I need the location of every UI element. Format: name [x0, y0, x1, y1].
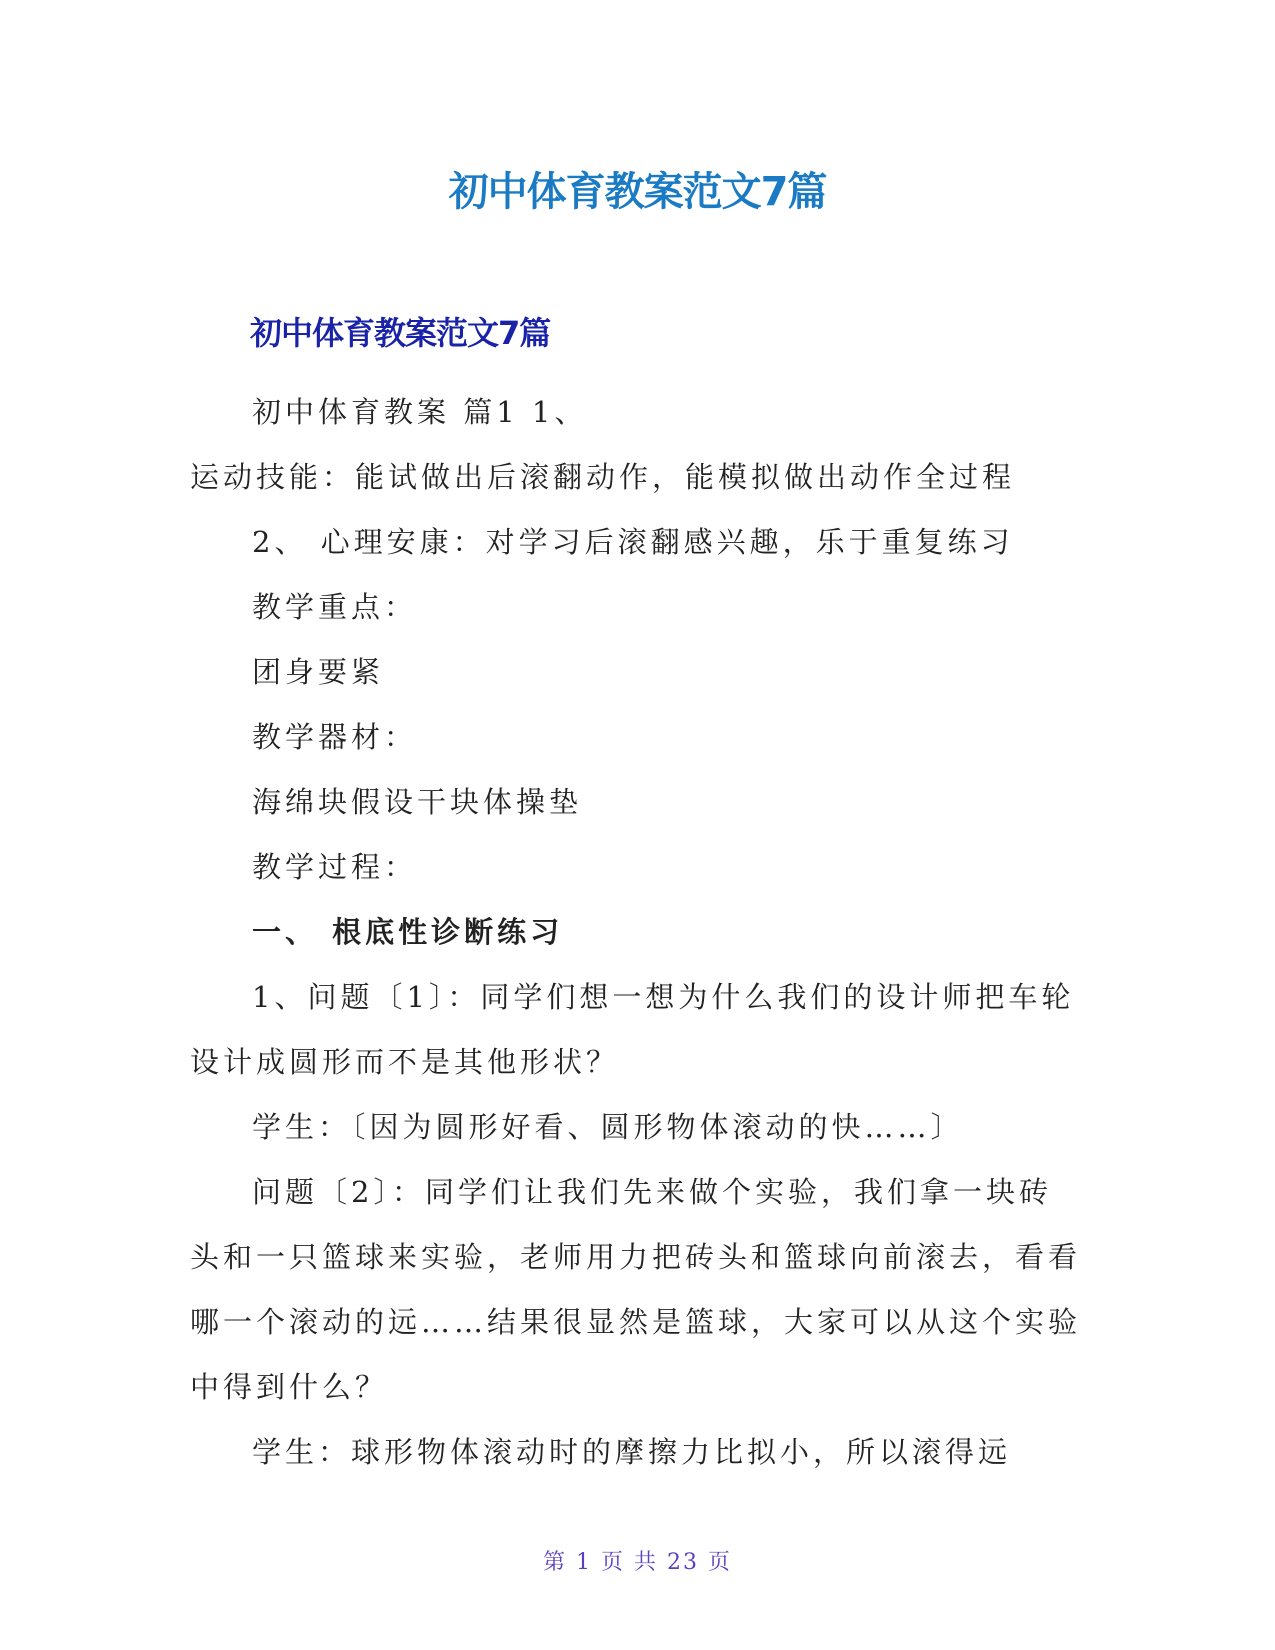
paragraph-line: 教学过程： — [252, 850, 418, 884]
paragraph-line: 哪一个滚动的远……结果很显然是篮球，大家可以从这个实验 — [190, 1305, 1082, 1339]
paragraph-line: 教学重点： — [252, 590, 418, 624]
paragraph-line: 头和一只篮球来实验，老师用力把砖头和篮球向前滚去，看看 — [190, 1240, 1082, 1274]
paragraph-line: 教学器材： — [252, 720, 418, 754]
document-subtitle: 初中体育教案范文7篇 — [250, 314, 551, 352]
paragraph-line: 2、 心理安康：对学习后滚翻感兴趣，乐于重复练习 — [252, 525, 1014, 559]
section-heading: 一、 根底性诊断练习 — [252, 915, 564, 949]
paragraph-line: 学生：球形物体滚动时的摩擦力比拟小，所以滚得远 — [252, 1435, 1012, 1469]
paragraph-line: 海绵块假设干块体操垫 — [252, 785, 583, 819]
paragraph-line: 初中体育教案 篇1 1、 — [252, 395, 588, 429]
page-number-footer: 第 1 页 共 23 页 — [543, 1550, 732, 1575]
paragraph-line: 问题〔2〕：同学们让我们先来做个实验，我们拿一块砖 — [252, 1175, 1052, 1209]
paragraph-line: 学生：〔因为圆形好看、圆形物体滚动的快……〕 — [252, 1110, 964, 1144]
paragraph-line: 1、问题〔1〕：同学们想一想为什么我们的设计师把车轮 — [252, 980, 1075, 1014]
paragraph-line: 设计成圆形而不是其他形状？ — [190, 1045, 620, 1079]
document-body — [190, 380, 1090, 1485]
paragraph-line: 运动技能：能试做出后滚翻动作，能模拟做出动作全过程 — [190, 460, 1016, 494]
document-title: 初中体育教案范文7篇 — [448, 169, 827, 215]
paragraph-line: 团身要紧 — [252, 655, 385, 689]
paragraph-line: 中得到什么？ — [190, 1370, 389, 1404]
